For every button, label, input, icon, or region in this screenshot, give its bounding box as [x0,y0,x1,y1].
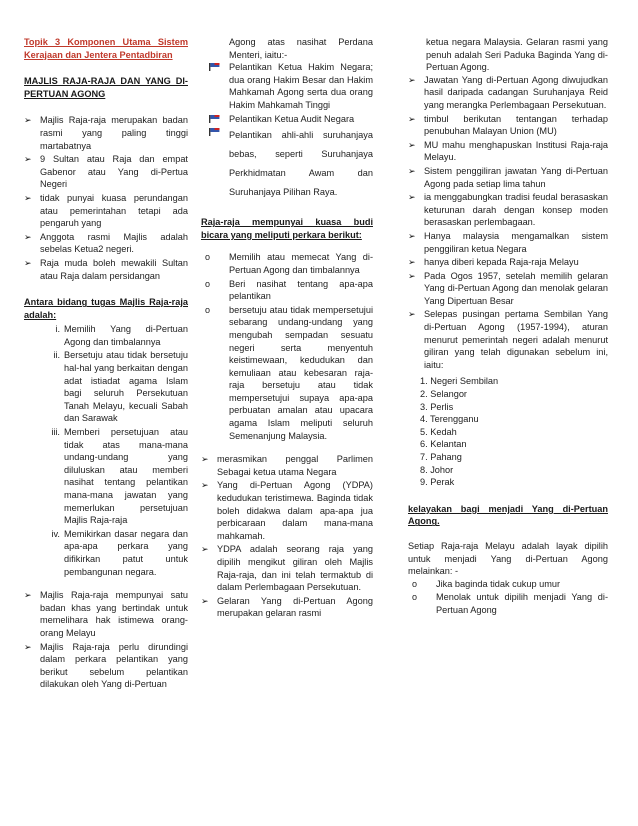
column-2 [201,36,373,624]
flag-list [201,61,373,202]
list-item: ➢ hanya diberi kepada Raja-raja Melayu [408,256,608,269]
intro-text: Agong atas nasihat Perdana Menteri, iaitu:- [229,37,373,60]
column-3 [408,36,608,618]
list-item: iii. Memberi persetujuan atau tidak atas mana-mana undang-undang yang diluluskan atau memberi nasihat tentang pelantikan mana-mana jawatan yang memerlukan persetujuan Majlis Raja-raja [51,427,188,526]
list-item: ➢ Majlis Raja-raja mempunyai satu badan khas yang bertindak untuk memelihara hak istimewa orang-orang Melayu [24,589,188,639]
list-item: 2. Selangor [420,389,467,400]
list-item: ➢ Raja muda boleh mewakili Sultan atau Raja dalam persidangan [24,257,188,282]
column-1 [24,36,188,695]
list-item: i. Memilih Yang di-Pertuan Agong dan timbalannya [55,324,188,347]
heading-kuasa: Raja-raja mempunyai kuasa budi bicara yang meliputi perkara berikut: [201,217,373,240]
list-item: ➢ Selepas pusingan pertama Sembilan Yang di-Pertuan Agong (1957-1994), aturan menurut pemerintah negeri adalah menurut giliran yang telah digunakan sebelum ini, iaitu: [408,308,608,371]
state-rotation-list [408,375,608,488]
list-item: Pelantikan ahli-ahli suruhanjaya bebas, seperti Suruhanjaya Perkhidmatan Awam dan Suruhanjaya Pilihan Raya. [209,126,373,202]
bullet-list-2 [24,589,188,691]
circle-list [201,251,373,442]
list-item: o Jika baginda tidak cukup umur [408,578,608,591]
heading-kelayakan: kelayakan bagi menjadi Yang di-Pertuan Agong. [408,503,608,527]
list-item: 8. Johor [420,464,454,475]
list-item: o Memilih atau memecat Yang di-Pertuan Agong dan timbalannya [201,251,373,276]
list-item: ➢ YDPA adalah seorang raja yang dipilih mengikut giliran oleh Majlis Raja-raja, dan ini telah termaktub di dalam Perlembagaan Persekutuan. [201,543,373,593]
list-item: ➢ tidak punyai kuasa perundangan atau pemerintahan tetapi ada pengaruh yang [24,192,188,230]
bullet-list-1 [24,114,188,282]
list-item: ii. Bersetuju atau tidak bersetuju hal-hal yang berkaitan dengan adat istiadat agama Islam bagi seluruh Persekutuan Tanah Melayu, kecuali Sabah dan Sarawak [53,350,188,424]
heading-tugas: Antara bidang tugas Majlis Raja-raja adalah: [24,297,188,320]
list-item: 6. Kelantan [420,439,467,450]
list-item: ➢ Pada Ogos 1957, setelah memilih gelaran Yang di-Pertuan Agong dan menolak gelaran Yang Dipertuan Besar [408,270,608,308]
list-item: ➢ timbul berikutan tentangan terhadap penubuhan Malayan Union (MU) [408,113,608,138]
list-item: ➢ Hanya malaysia mengamalkan sistem penggiliran ketua Negara [408,230,608,255]
list-item: iv. Memikirkan dasar negara dan apa-apa perkara yang difikirkan patut untuk pembangunan negara. [51,528,188,577]
list-item: 9. Perak [420,477,455,488]
list-item: ➢ Yang di-Pertuan Agong (YDPA) kedudukan teristimewa. Baginda tidak boleh didakwa dalam apa-apa jua perbicaraan dalam mana-mana mahkamah. [201,479,373,542]
list-item: 7. Pahang [420,452,462,462]
flag-bullet-icon [209,63,220,71]
list-item: ➢ MU mahu menghapuskan Institusi Raja-raja Melayu. [408,139,608,164]
list-item: Pelantikan Ketua Hakim Negara; dua orang Hakim Besar dan Hakim Mahkamah Agong serta dua orang Hakim Mahkamah Tinggi [209,61,373,111]
list-item: ➢ Sistem penggiliran jawatan Yang di-Pertuan Agong pada setiap lima tahun [408,165,608,190]
kelayakan-paragraph: Setiap Raja-raja Melayu adalah layak dipilih untuk menjadi Yang di-Pertuan Agong melainkan: - [408,540,608,577]
list-item: ➢ 9 Sultan atau Raja dan empat Gabenor atau Yang di-Pertua Negeri [24,153,188,191]
list-item: 1. Negeri Sembilan [420,376,499,387]
roman-list [24,323,188,578]
list-item: ➢ Majlis Raja-raja perlu dirundingi dalam perkara pelantikan yang berikut sebelum pelantikan dilakukan oleh Yang di-Pertuan [24,641,188,691]
circle-list [408,578,608,617]
list-item: o Menolak untuk dipilih menjadi Yang di-Pertuan Agong [408,591,608,616]
intro-text: ketua negara Malaysia. Gelaran rasmi yang penuh adalah Seri Paduka Baginda Yang di-Pertuan Agong. [426,37,608,73]
list-item: ➢ Jawatan Yang di-Pertuan Agong diwujudkan hasil daripada cadangan Suruhanjaya Reid yang merangka Perlembagaan Persekutuan. [408,74,608,112]
flag-bullet-icon [209,128,220,136]
heading-majlis: MAJLIS RAJA-RAJA DAN YANG DI-PERTUAN AGONG [24,76,188,99]
list-item: ➢ Gelaran Yang di-Pertuan Agong merupakan gelaran rasmi [201,595,373,620]
list-item: 5. Kedah [420,426,457,437]
list-item: Pelantikan Ketua Audit Negara [209,113,373,126]
list-item: ➢ Anggota rasmi Majlis adalah sebelas Ketua2 negeri. [24,231,188,256]
bullet-list-3 [201,453,373,620]
flag-bullet-icon [209,115,220,123]
list-item: o bersetuju atau tidak mempersetujui sebarang undang-undang yang mengubah sempadan sesuatu negeri serta menyentuh keistimewaan, kedudukan dan kemuliaan atau kebesaran raja-raja bersetuju atau tidak mempersetujui supaya apa-apa perbuatan amalan atau upacara agama Islam meliputi seluruh Semenanjung Malaysia. [201,304,373,443]
topic-title: Topik 3 Komponen Utama Sistem Kerajaan dan Jentera Pentadbiran [24,37,188,60]
list-item: ➢ Majlis Raja-raja merupakan badan rasmi yang paling tinggi martabatnya [24,114,188,152]
list-item: ➢ merasmikan penggal Parlimen Sebagai ketua utama Negara [201,453,373,478]
list-item: 4. Terengganu [420,414,479,425]
list-item: ➢ ia menggabungkan tradisi feudal berasaskan keturunan darah dengan konsep moden berasaskan perlembagaan. [408,191,608,229]
list-item: 3. Perlis [420,401,454,412]
bullet-list-4 [408,74,608,372]
list-item: o Beri nasihat tentang apa-apa pelantikan [201,278,373,303]
